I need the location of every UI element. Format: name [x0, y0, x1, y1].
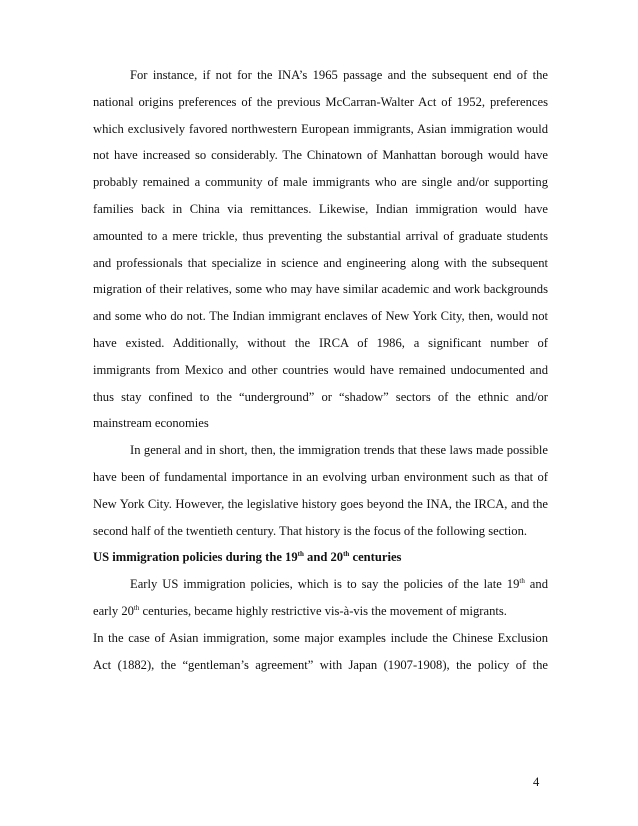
text-line: In the case of Asian immigration, some major examples include the Chinese Exclusion: [93, 630, 548, 645]
text-fragment: centuries, became highly restrictive vis-à-vis the movement of migrants.: [139, 603, 507, 618]
superscript: th: [519, 577, 525, 586]
text-line: [93, 598, 548, 625]
text-line: mainstream economies: [93, 416, 209, 431]
text-line: not have increased so considerably. The Chinatown of Manhattan borough would have: [93, 148, 548, 163]
text-line: For instance, if not for the INA’s 1965 passage and the subsequent end of the: [130, 68, 548, 82]
page-number: 4: [533, 775, 540, 789]
text-line: amounted to a mere trickle, thus preventing the substantial arrival of graduate students: [93, 228, 548, 243]
heading-text: centuries: [349, 550, 402, 565]
text-fragment: Early US immigration policies, which is to say the policies of the late 19: [130, 577, 520, 592]
text-line: second half of the twentieth century. That history is the focus of the following section.: [93, 523, 528, 538]
text-fragment: and: [524, 577, 548, 592]
text-line: which exclusively favored northwestern European immigrants, Asian immigration would: [93, 121, 548, 136]
text-line: have existed. Additionally, without the IRCA of 1986, a significant number of: [93, 335, 548, 350]
heading-text: and 20: [303, 550, 344, 565]
heading-text: US immigration policies during the 19: [93, 550, 298, 565]
text-line: In general and in short, then, the immigration trends that these laws made possible: [130, 443, 548, 458]
text-line: have been of fundamental importance in an evolving urban environment such as that of: [93, 469, 548, 484]
text-line: and professionals that specialize in science and engineering along with the subsequent: [93, 255, 548, 270]
text-line: and some who do not. The Indian immigrant enclaves of New York City, then, would not: [93, 309, 548, 324]
text-line: Act (1882), the “gentleman’s agreement” with Japan (1907-1908), the policy of the: [93, 657, 548, 672]
text-line: national origins preferences of the previous McCarran-Walter Act of 1952, preferences: [93, 94, 548, 109]
heading-superscript: th: [297, 550, 304, 559]
text-line: New York City. However, the legislative history goes beyond the INA, the IRCA, and the: [93, 496, 548, 511]
superscript: th: [133, 603, 140, 612]
text-line: immigrants from Mexico and other countries would have remained undocumented and: [93, 362, 548, 377]
text-fragment: early 20: [93, 603, 134, 618]
section-heading: [93, 544, 548, 571]
text-line: migration of their relatives, some who may have similar academic and work backgrounds: [93, 282, 548, 297]
text-line: probably remained a community of male immigrants who are single and/or supporting: [93, 175, 548, 190]
heading-superscript: th: [343, 550, 350, 559]
text-line: families back in China via remittances. Likewise, Indian immigration would have: [93, 201, 548, 216]
body-text: [93, 62, 548, 678]
text-line: thus stay confined to the “underground” or “shadow” sectors of the ethnic and/or: [93, 389, 548, 404]
text-line: [93, 571, 548, 598]
